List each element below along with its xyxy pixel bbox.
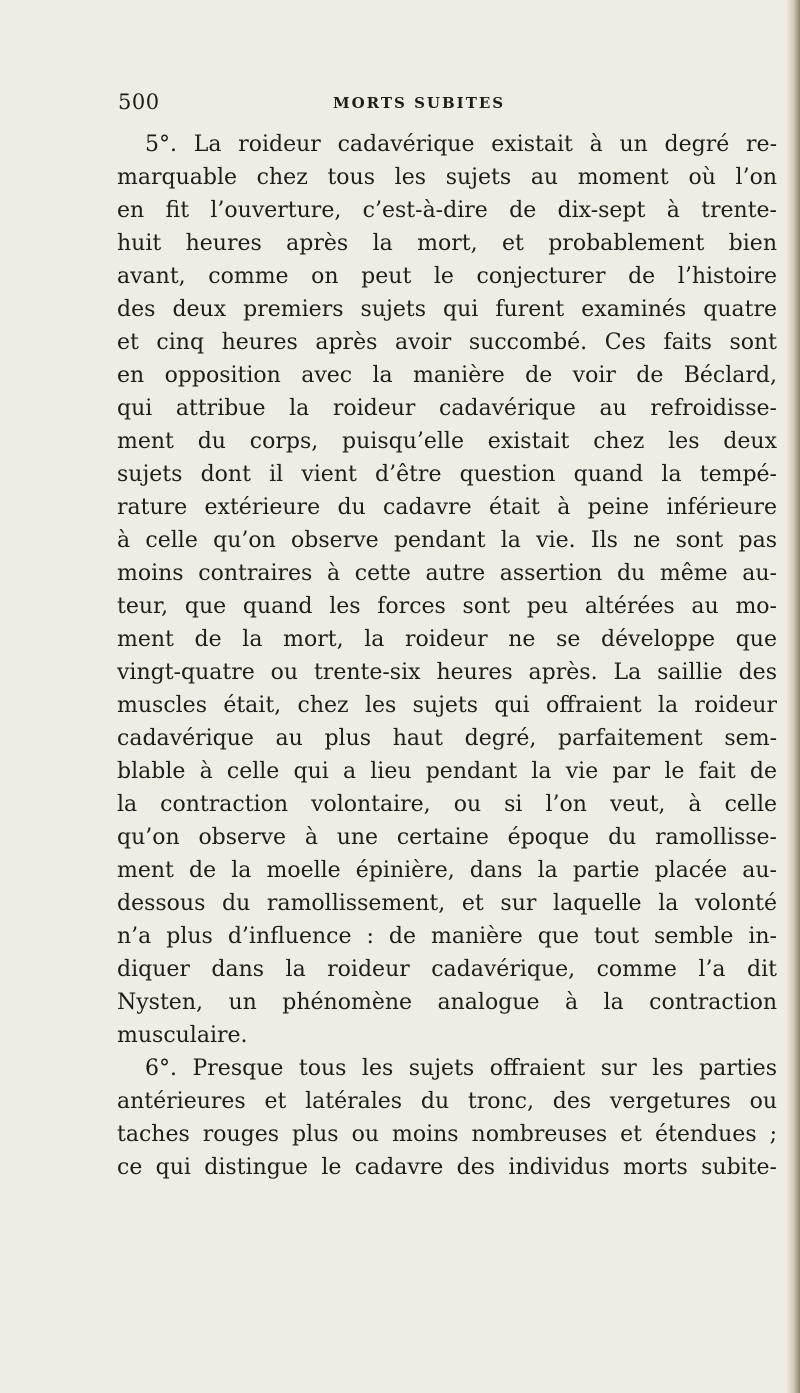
text-line: n’a plus d’influence : de manière que tout semble in-: [117, 924, 777, 949]
text-line: qu’on observe à une certaine époque du ramollisse-: [117, 825, 777, 850]
text-line: ment de la mort, la roideur ne se développe que: [117, 627, 777, 652]
text-line: ment de la moelle épinière, dans la partie placée au-: [117, 858, 777, 883]
text-line: taches rouges plus ou moins nombreuses et étendues ;: [117, 1122, 777, 1147]
text-line: teur, que quand les forces sont peu altérées au mo-: [117, 594, 777, 619]
text-line: avant, comme on peut le conjecturer de l’histoire: [117, 264, 777, 289]
text-line: ment du corps, puisqu’elle existait chez les deux: [117, 429, 777, 454]
text-line: dessous du ramollissement, et sur laquelle la volonté: [117, 891, 777, 916]
text-line: des deux premiers sujets qui furent examinés quatre: [117, 297, 777, 322]
running-title: MORTS SUBITES: [333, 94, 506, 112]
text-line: sujets dont il vient d’être question quand la tempé-: [117, 462, 777, 487]
text-line: en fit l’ouverture, c’est-à-dire de dix-sept à trente-: [117, 198, 777, 223]
text-line: la contraction volontaire, ou si l’on veut, à celle: [117, 792, 777, 817]
text-line: et cinq heures après avoir succombé. Ces faits sont: [117, 330, 777, 355]
page-number: 500: [118, 90, 160, 114]
text-line: Nysten, un phénomène analogue à la contraction: [117, 990, 777, 1015]
text-line: cadavérique au plus haut degré, parfaitement sem-: [117, 726, 777, 751]
text-line: 5°. La roideur cadavérique existait à un degré re-: [145, 132, 777, 157]
text-line: musculaire.: [117, 1023, 248, 1048]
text-line: 6°. Presque tous les sujets offraient sur les parties: [145, 1056, 777, 1081]
text-line: ce qui distingue le cadavre des individus morts subite-: [117, 1155, 777, 1180]
body-text: [117, 128, 777, 1184]
text-line: moins contraires à cette autre assertion du même au-: [117, 561, 777, 586]
text-line: marquable chez tous les sujets au moment où l’on: [117, 165, 777, 190]
text-line: rature extérieure du cadavre était à peine inférieure: [117, 495, 777, 520]
text-line: muscles était, chez les sujets qui offraient la roideur: [117, 693, 777, 718]
text-line: diquer dans la roideur cadavérique, comme l’a dit: [117, 957, 777, 982]
page-edge-shadow: [786, 0, 800, 1393]
text-line: blable à celle qui a lieu pendant la vie par le fait de: [117, 759, 777, 784]
text-line: qui attribue la roideur cadavérique au refroidisse-: [117, 396, 777, 421]
text-line: à celle qu’on observe pendant la vie. Ils ne sont pas: [117, 528, 777, 553]
text-line: vingt-quatre ou trente-six heures après. La saillie des: [117, 660, 777, 685]
text-line: antérieures et latérales du tronc, des vergetures ou: [117, 1089, 777, 1114]
page-header: [118, 90, 678, 120]
text-line: huit heures après la mort, et probablement bien: [117, 231, 777, 256]
text-line: en opposition avec la manière de voir de Béclard,: [117, 363, 777, 388]
